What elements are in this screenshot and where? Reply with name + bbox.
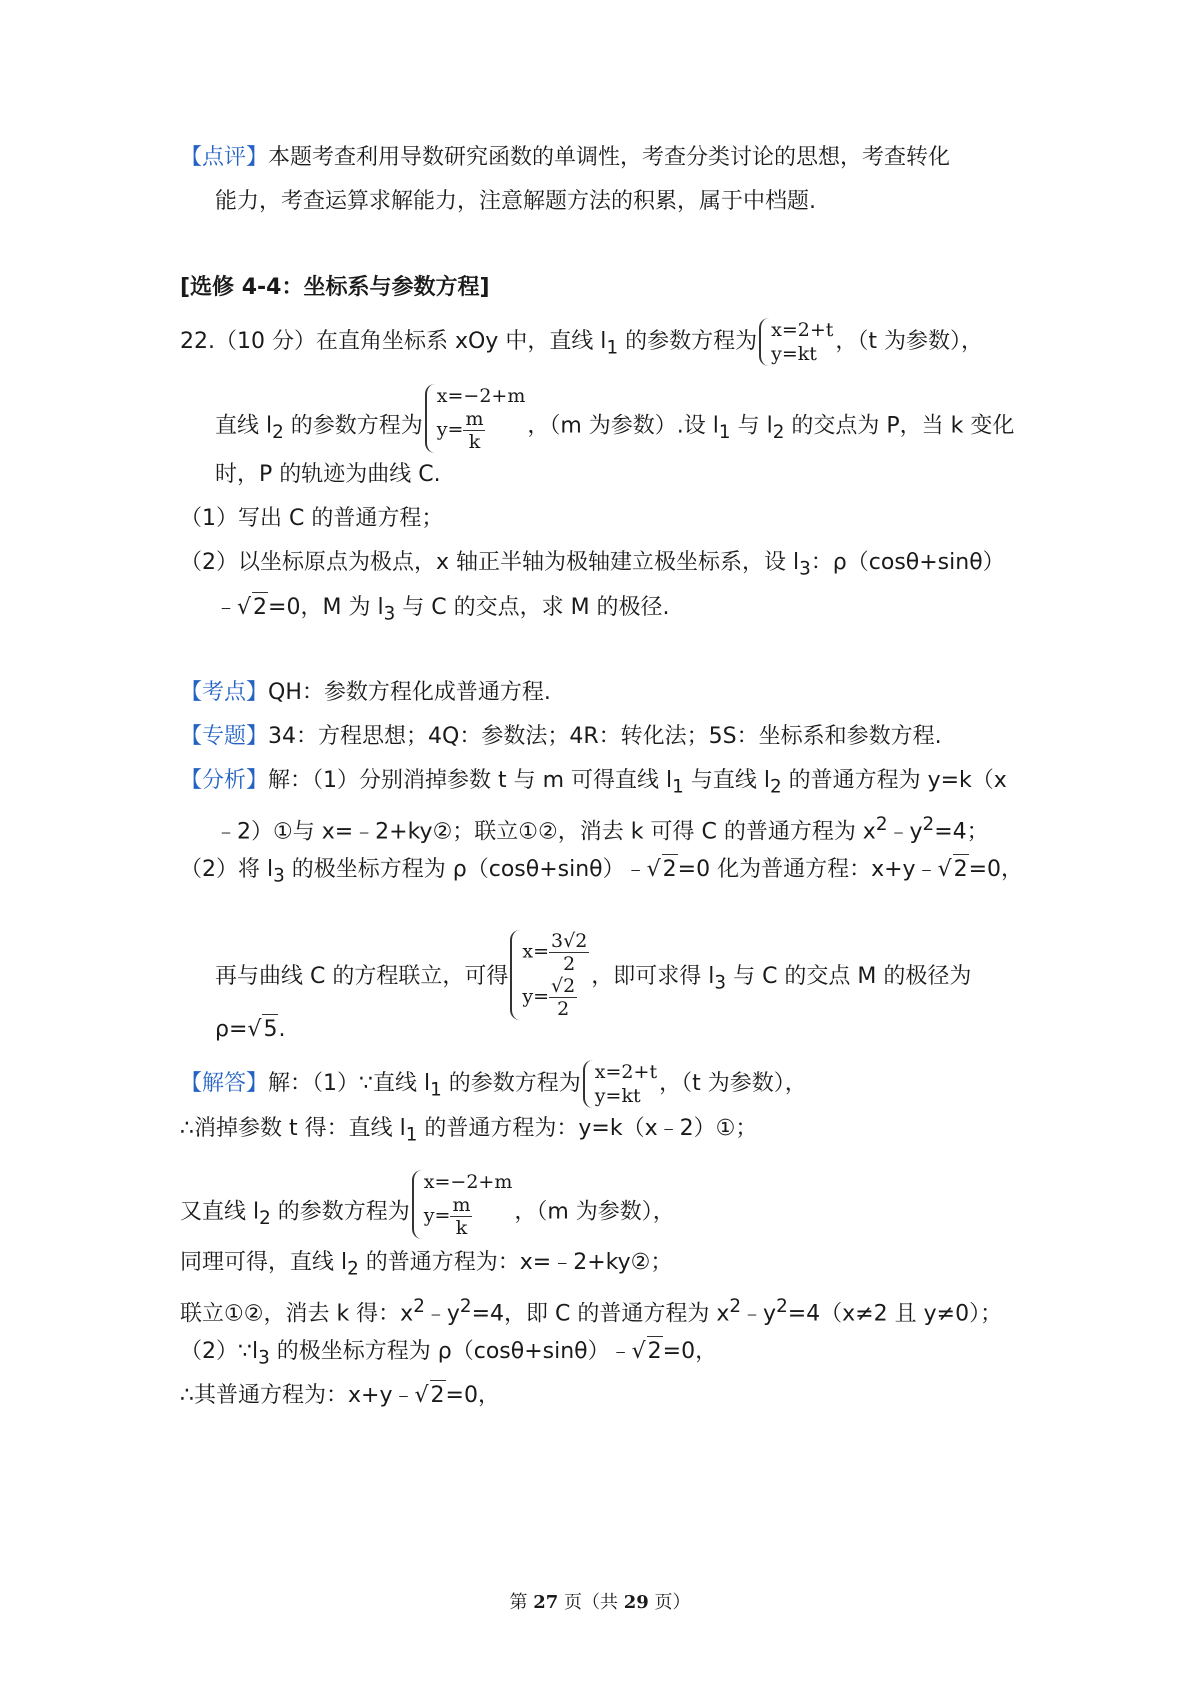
question-2-line-2: ﹣√2=0，M 为 $l_3$ 与 C 的交点，求 M 的极径. xyxy=(215,592,670,629)
jieda-line-3: 又直线 $l_2$ 的参数方程为 x=−2+m y= $\frac{m}{k}$ ，（m 为参数）， xyxy=(180,1171,675,1239)
jieda-line-4: 同理可得，直线 $l_2$ 的普通方程为：x=﹣2+ky②； xyxy=(180,1250,673,1280)
problem-line-1: 22.（10 分）在直角坐标系 xOy 中，直线 $l_1$ 的参数方程为 x=2+t y=kt ，（t 为参数）， xyxy=(180,319,984,365)
zhuanti-line: 【专题】34：方程思想；4Q：参数法；4R：转化法；5S：坐标系和参数方程. xyxy=(180,724,942,749)
review-line-2: 能力，考查运算求解能力，注意解题方法的积累，属于中档题. xyxy=(215,189,816,214)
equation-system-l2: x=−2+m y= $\frac{m}{k}$ xyxy=(425,384,526,453)
jieda-line-1: 【解答】解：（1）∵直线 $l_1$ 的参数方程为 x=2+t y=kt ，（t 为参数）， xyxy=(180,1061,807,1107)
question-2-line-1: （2）以坐标原点为极点，x 轴正半轴为极轴建立极坐标系，设 $l_3$：ρ（cosθ+sinθ） xyxy=(180,550,1005,580)
jieda-line-7: ∴其普通方程为：x+y﹣√2=0， xyxy=(180,1380,500,1411)
kaodian-line: 【考点】QH：参数方程化成普通方程. xyxy=(180,680,551,705)
equation-system-l1: x=2+t y=kt xyxy=(759,318,833,366)
problem-line-2: 直线 $l_2$ 的参数方程为 x=−2+m y= $\frac{m}{k}$ ，（m 为参数）.设 $l_1$ 与 $l_2$ 的交点为 P，当 k 变化 xyxy=(215,385,1015,453)
jieda-line-2: ∴消掉参数 t 得：直线 $l_1$ 的普通方程为：y=k（x﹣2）①； xyxy=(180,1116,758,1146)
page-number: 27 xyxy=(533,1592,559,1613)
fenxi-line-4: 再与曲线 C 的方程联立，可得 x= $\frac{3√2}{2}$ y= $\frac{√2}{2}$ ，即可求得 $l_3$ 与 C 的交点 M 的极径为 xyxy=(215,930,972,1020)
fenxi-line-5: ρ=√5. xyxy=(215,1014,285,1045)
jieda-line-5: 联立①②，消去 k 得：$x^2﹣y^2=4$，即 C 的普通方程为 $x^2﹣y^2=4(x\ne 2$ 且 y≠0）； xyxy=(180,1296,1003,1327)
problem-line-3: 时，P 的轨迹为曲线 C. xyxy=(215,462,441,487)
total-pages: 29 xyxy=(623,1592,649,1613)
fenxi-line-3: （2）将 $l_3$ 的极坐标方程为 ρ（cosθ+sinθ）﹣√2=0 化为普通方程：x+y﹣√2=0， xyxy=(180,854,1023,891)
question-1: （1）写出 C 的普通方程； xyxy=(180,506,444,531)
fenxi-line-1: 【分析】解：（1）分别消掉参数 t 与 m 可得直线 $l_1$ 与直线 $l_2$ 的普通方程为 y=k（x xyxy=(180,768,1007,798)
fenxi-line-2: ﹣2）①与 x=﹣2+ky②；联立①②，消去 k 可得 C 的普通方程为 $x^2﹣y^2=4$； xyxy=(215,814,989,845)
equation-system-l2-answer: x=−2+m y= $\frac{m}{k}$ xyxy=(412,1170,513,1239)
review-line-1: 【点评】本题考查利用导数研究函数的单调性，考查分类讨论的思想，考查转化 xyxy=(180,145,951,170)
section-title: [选修 4-4：坐标系与参数方程] xyxy=(180,275,490,300)
jieda-line-6: $(2)\because l_3$ 的极坐标方程为 ρ（cosθ+sinθ）﹣√2=0， xyxy=(180,1336,717,1373)
page-footer: 第 27 页（共 29 页） xyxy=(509,1592,691,1613)
equation-system-l1-answer: x=2+t y=kt xyxy=(583,1060,657,1108)
equation-system-solution: x= $\frac{3√2}{2}$ y= $\frac{√2}{2}$ xyxy=(510,930,589,1020)
review-tag: 【点评】 xyxy=(180,145,269,170)
